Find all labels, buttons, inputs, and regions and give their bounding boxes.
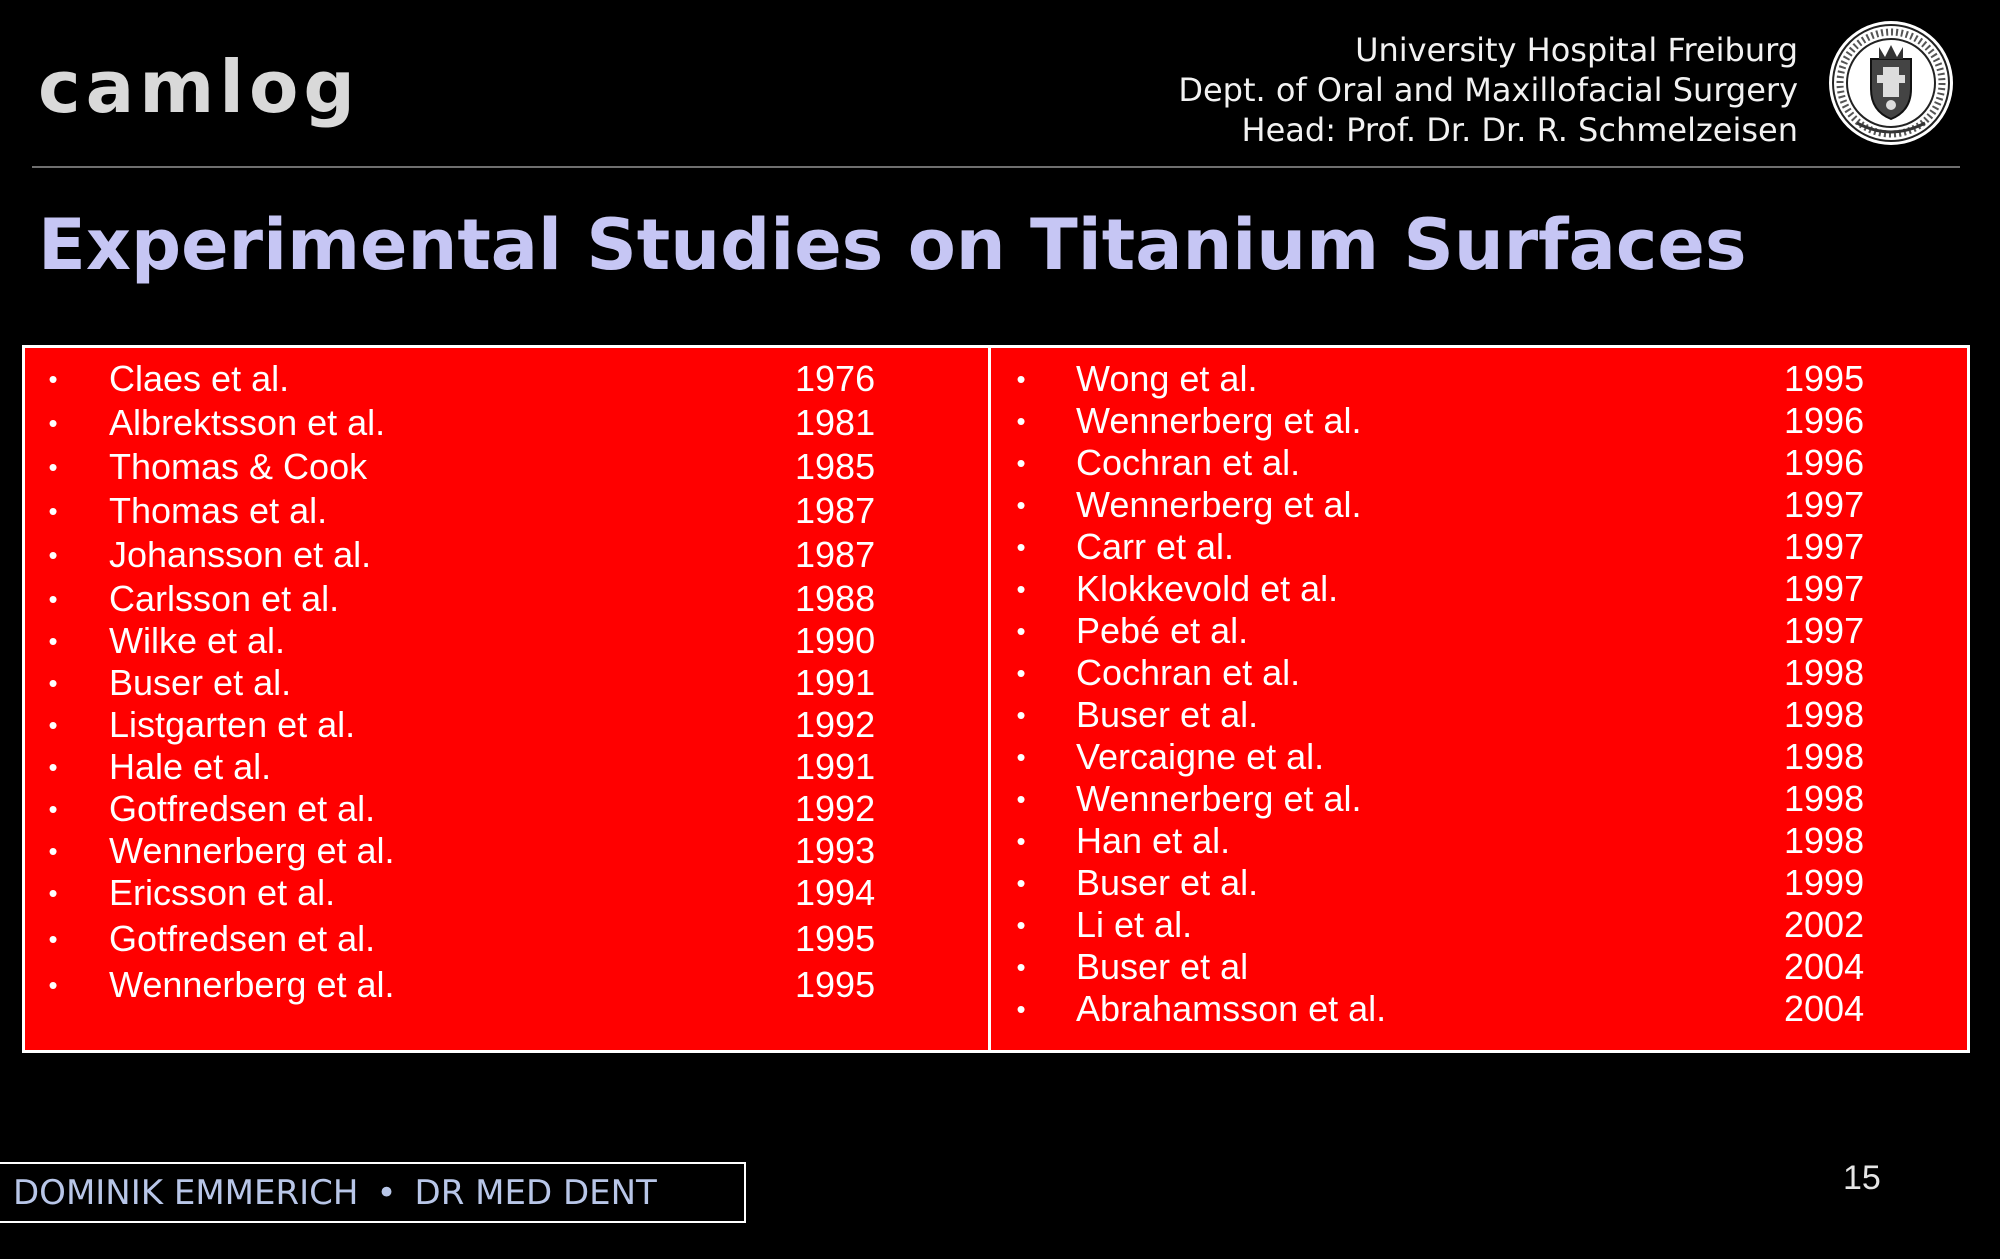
list-item: [25, 788, 988, 830]
study-author: Wennerberg et al.: [1076, 400, 1362, 441]
bullet-icon: •: [48, 752, 58, 782]
study-year: 2004: [1784, 988, 1865, 1029]
studies-table: [22, 345, 1970, 1053]
institution-header: [1178, 30, 1798, 150]
study-author: Cochran et al.: [1076, 442, 1301, 483]
study-author: Claes et al.: [109, 358, 290, 399]
study-year: 1998: [1784, 694, 1865, 735]
study-year: 1998: [1784, 736, 1865, 777]
study-author: Klokkevold et al.: [1076, 568, 1339, 609]
study-author: Listgarten et al.: [109, 704, 356, 745]
study-author: Gotfredsen et al.: [109, 788, 376, 829]
bullet-icon: •: [1016, 448, 1026, 478]
bullet-icon: •: [1016, 868, 1026, 898]
list-item: [991, 610, 1967, 652]
bullet-icon: •: [1016, 826, 1026, 856]
study-year: 1992: [795, 788, 876, 829]
header-line-head: Head: Prof. Dr. Dr. R. Schmelzeisen: [1241, 111, 1798, 149]
study-year: 1998: [1784, 652, 1865, 693]
list-item: [991, 862, 1967, 904]
study-author: Wennerberg et al.: [1076, 778, 1362, 819]
bullet-icon: •: [1016, 490, 1026, 520]
study-year: 1994: [795, 872, 876, 913]
study-year: 1991: [795, 662, 876, 703]
bullet-icon: •: [48, 794, 58, 824]
list-item: [991, 526, 1967, 568]
study-author: Buser et al.: [1076, 862, 1259, 903]
study-author: Johansson et al.: [109, 534, 372, 575]
bullet-icon: •: [48, 668, 58, 698]
study-year: 1993: [795, 830, 876, 871]
bullet-icon: •: [48, 540, 58, 570]
study-year: 1976: [795, 358, 876, 399]
bullet-icon: •: [1016, 532, 1026, 562]
study-year: 1995: [1784, 358, 1865, 399]
footer-separator: •: [376, 1173, 397, 1213]
list-item: [991, 442, 1967, 484]
bullet-icon: •: [1016, 952, 1026, 982]
header-line-hospital: University Hospital Freiburg: [1355, 31, 1798, 69]
bullet-icon: •: [1016, 994, 1026, 1024]
study-author: Wennerberg et al.: [109, 830, 395, 871]
list-item: [991, 694, 1967, 736]
study-author: Hale et al.: [109, 746, 272, 787]
study-year: 1987: [795, 490, 876, 531]
studies-column-left: [25, 348, 991, 1050]
study-author: Buser et al.: [109, 662, 292, 703]
author-footer: [0, 1162, 746, 1223]
list-item: [25, 830, 988, 872]
list-item: [991, 358, 1967, 400]
study-author: Wennerberg et al.: [109, 964, 395, 1005]
list-item: [991, 400, 1967, 442]
studies-column-right: [991, 348, 1967, 1050]
bullet-icon: •: [1016, 700, 1026, 730]
study-author: Han et al.: [1076, 820, 1231, 861]
study-author: Wilke et al.: [109, 620, 286, 661]
slide-title: Experimental Studies on Titanium Surfaces: [38, 204, 1747, 286]
list-item: [991, 736, 1967, 778]
list-item: [25, 402, 988, 444]
list-item: [991, 778, 1967, 820]
bullet-icon: •: [48, 584, 58, 614]
study-year: 1996: [1784, 442, 1865, 483]
study-year: 2002: [1784, 904, 1865, 945]
study-author: Gotfredsen et al.: [109, 918, 376, 959]
list-item: [25, 620, 988, 662]
footer-text: [13, 1173, 657, 1213]
study-author: Carr et al.: [1076, 526, 1235, 567]
bullet-icon: •: [48, 626, 58, 656]
study-author: Thomas et al.: [109, 490, 328, 531]
study-year: 1981: [795, 402, 876, 443]
page-number: 15: [1843, 1159, 1881, 1197]
bullet-icon: •: [1016, 616, 1026, 646]
study-year: 1991: [795, 746, 876, 787]
bullet-icon: •: [1016, 406, 1026, 436]
study-author: Cochran et al.: [1076, 652, 1301, 693]
list-item: [991, 484, 1967, 526]
study-author: Abrahamsson et al.: [1076, 988, 1387, 1029]
study-year: 1992: [795, 704, 876, 745]
study-author: Vercaigne et al.: [1076, 736, 1325, 777]
bullet-icon: •: [48, 878, 58, 908]
bullet-icon: •: [48, 924, 58, 954]
study-year: 1997: [1784, 484, 1865, 525]
study-author: Ericsson et al.: [109, 872, 336, 913]
study-year: 1988: [795, 578, 876, 619]
list-item: [25, 446, 988, 488]
bullet-icon: •: [48, 970, 58, 1000]
university-seal-icon: [1827, 19, 1955, 147]
footer-name: DOMINIK EMMERICH: [13, 1173, 359, 1213]
bullet-icon: •: [48, 452, 58, 482]
study-year: 1997: [1784, 610, 1865, 651]
list-item: [991, 988, 1967, 1030]
footer-degree: DR MED DENT: [414, 1173, 657, 1213]
list-item: [25, 578, 988, 620]
camlog-logo: camlog: [38, 45, 360, 129]
list-item: [991, 904, 1967, 946]
study-author: Wennerberg et al.: [1076, 484, 1362, 525]
study-year: 1998: [1784, 820, 1865, 861]
study-author: Buser et al: [1076, 946, 1249, 987]
study-year: 1996: [1784, 400, 1865, 441]
bullet-icon: •: [48, 496, 58, 526]
study-author: Carlsson et al.: [109, 578, 340, 619]
study-year: 1985: [795, 446, 876, 487]
list-item: [25, 358, 988, 400]
bullet-icon: •: [1016, 574, 1026, 604]
study-year: 2004: [1784, 946, 1865, 987]
study-author: Wong et al.: [1076, 358, 1258, 399]
bullet-icon: •: [1016, 742, 1026, 772]
list-item: [25, 704, 988, 746]
bullet-icon: •: [48, 710, 58, 740]
study-year: 1997: [1784, 568, 1865, 609]
study-year: 1999: [1784, 862, 1865, 903]
study-author: Albrektsson et al.: [109, 402, 386, 443]
list-item: [25, 918, 988, 960]
bullet-icon: •: [1016, 364, 1026, 394]
bullet-icon: •: [48, 364, 58, 394]
list-item: [25, 534, 988, 576]
study-year: 1987: [795, 534, 876, 575]
study-year: 1997: [1784, 526, 1865, 567]
list-item: [25, 964, 988, 1006]
study-author: Pebé et al.: [1076, 610, 1249, 651]
list-item: [25, 662, 988, 704]
study-author: Li et al.: [1076, 904, 1193, 945]
bullet-icon: •: [1016, 784, 1026, 814]
header-line-department: Dept. of Oral and Maxillofacial Surgery: [1178, 71, 1798, 109]
list-item: [991, 946, 1967, 988]
list-item: [25, 746, 988, 788]
study-year: 1995: [795, 918, 876, 959]
list-item: [25, 490, 988, 532]
bullet-icon: •: [48, 836, 58, 866]
bullet-icon: •: [48, 408, 58, 438]
study-year: 1990: [795, 620, 876, 661]
list-item: [25, 872, 988, 914]
study-author: Thomas & Cook: [109, 446, 368, 487]
bullet-icon: •: [1016, 910, 1026, 940]
list-item: [991, 568, 1967, 610]
study-author: Buser et al.: [1076, 694, 1259, 735]
study-year: 1995: [795, 964, 876, 1005]
list-item: [991, 820, 1967, 862]
header-divider: [32, 166, 1960, 168]
list-item: [991, 652, 1967, 694]
study-year: 1998: [1784, 778, 1865, 819]
bullet-icon: •: [1016, 658, 1026, 688]
